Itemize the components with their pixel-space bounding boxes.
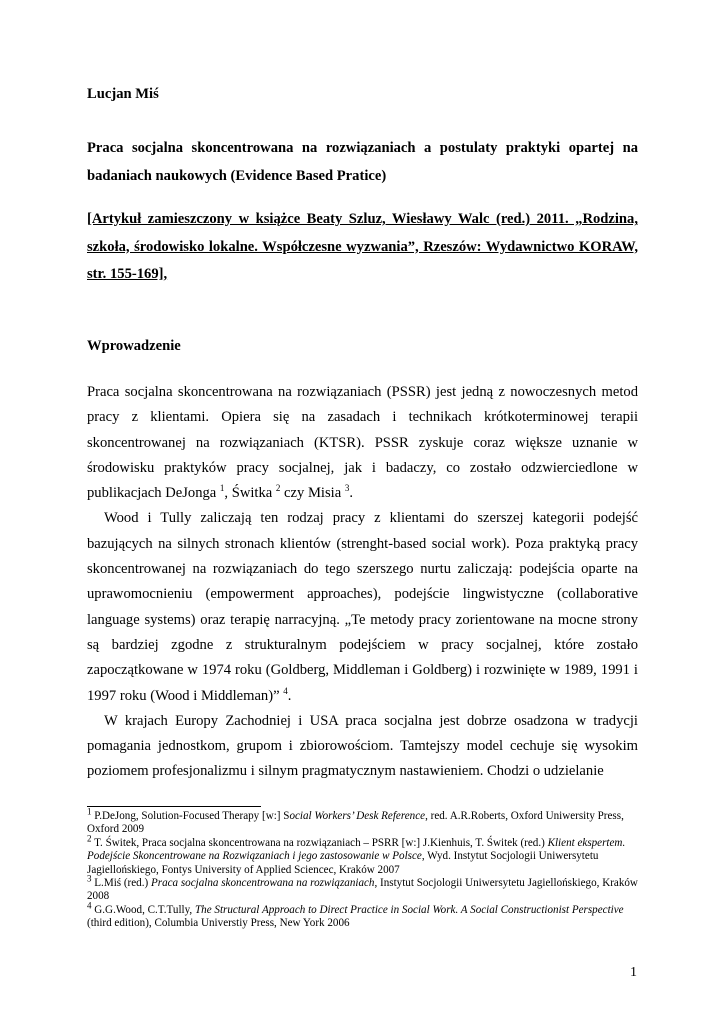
paragraph-1: Praca socjalna skoncentrowana na rozwiązaniach (PSSR) jest jedną z nowoczesnych metod pracy z klientami. Opiera się na zasadach i technikach krótkoterminowej terapii skoncentrowanej na rozwiązaniach (KTSR). PSSR zyskuje coraz większe uznanie w środowisku praktyków pracy socjalnej, jak i badaczy, co zostało odzwierciedlone w publikacjach DeJonga $^1$, Świtka $^2$ czy Misia $^3$. [87,384,638,502]
footnote-1: $^1$ P.DeJong, Solution-Focused Therapy [w:] Social Workers’ Desk Reference, red. A.R.Roberts, Oxford Uniwersity Press, Oxford 2009 [87,806,624,836]
body-text [87,380,638,785]
footnote-ref-3[interactable]: 3 [344,483,350,494]
footnote-ref-1[interactable]: 1 [219,483,225,494]
author-name: Lucjan Miś [87,86,159,102]
section-heading: Wprowadzenie [87,338,181,354]
footnote-ref-4[interactable]: 4 [283,685,288,696]
footnote-2: $^2$ T. Świtek, Praca socjalna skoncentrowana na rozwiązaniach – PSRR [w:] J.Kienhuis, T. Świtek (red.) Klient ekspertem. Podejście Skoncentrowane na Rozwiązaniach i jego zastosowanie w Polsce, Wyd. Instytut Socjologii Uniwersytetu Jagiellońskiego, Fontys University of Applied Sciencec, Kraków 2007 [87,833,626,876]
paragraph-3: W krajach Europy Zachodniej i USA praca socjalna jest dobrze osadzona w tradycji pomagania jednostkom, grupom i zbiorowościom. Tamtejszy model cechuje się wysokim poziomem profesjonalizmu i silnym pragmatycznym nastawieniem. Chodzi o udzielanie [87,712,638,780]
publication-reference: [Artykuł zamieszczony w książce Beaty Szluz, Wiesławy Walc (red.) 2011. „Rodzina, szkoła, środowisko lokalne. Współczesne wyzwania”, Rzeszów: Wydawnictwo KORAW, str. 155-169], [87,211,638,282]
footnote-separator [87,806,261,807]
paragraph-2: Wood i Tully zaliczają ten rodzaj pracy z klientami do szerszej kategorii podejść bazujących na silnych stronach klientów (strenght-based social work). Poza praktyką pracy skoncentrowanej na rozwiązaniach do tego szerszego nurtu zaliczają: podejścia oparte na uprawomocnieniu (empowerment approaches), podejście lingwistyczne (collaborative language systems) oraz terapię narracyjną. „Te metody pracy zorientowane na mocne strony są bardziej zgodne z strukturalnym podejściem w pracy socjalnej, które zostało zapoczątkowane w 1974 roku (Goldberg, Middleman i Goldberg) i rozwinięte w 1989, 1991 i 1997 roku (Wood i Middleman)” $^4$. [87,510,638,704]
page-number: 1 [630,965,637,980]
footnote-ref-2[interactable]: 2 [275,483,281,494]
footnote-4: $^4$ G.G.Wood, C.T.Tully, The Structural Approach to Direct Practice in Social Work. A Social Constructionist Perspective (third edition), Columbia Universtiy Press, New York 2006 [87,900,624,930]
footnotes [87,806,647,931]
article-title: Praca socjalna skoncentrowana na rozwiązaniach a postulaty praktyki opartej na badaniach naukowych (Evidence Based Pratice) [87,140,638,184]
footnote-3: $^3$ L.Miś (red.) Praca socjalna skoncentrowana na rozwiązaniach, Instytut Socjologii Uniwersytetu Jagiellońskiego, Kraków 2008 [87,873,638,903]
